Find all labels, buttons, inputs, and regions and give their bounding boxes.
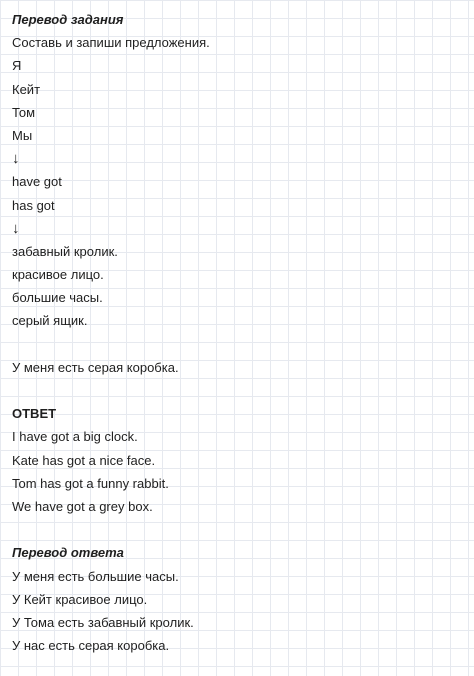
- object-item: серый ящик.: [12, 313, 88, 329]
- subject-item: Мы: [12, 127, 33, 143]
- answer-line: We have got a grey box.: [12, 498, 153, 514]
- answer-translation-line: У нас есть серая коробка.: [12, 638, 170, 654]
- worksheet-page: [12, 8, 462, 657]
- subject-item: Кейт: [12, 81, 41, 97]
- subject-item: Том: [12, 104, 36, 120]
- spacer: [12, 518, 462, 541]
- spacer: [12, 379, 462, 402]
- answer-translation-line: У меня есть большие часы.: [12, 568, 179, 584]
- task-translation-heading: Перевод задания: [12, 12, 124, 27]
- answer-heading: ОТВЕТ: [12, 406, 57, 422]
- task-instruction: Составь и запиши предложения.: [12, 35, 210, 51]
- spacer: [12, 333, 462, 356]
- answer-line: Tom has got a funny rabbit.: [12, 475, 169, 491]
- answer-translation-line: У Кейт красивое лицо.: [12, 591, 148, 607]
- object-item: забавный кролик.: [12, 243, 118, 259]
- answer-line: I have got a big clock.: [12, 429, 138, 445]
- verb-item: have got: [12, 174, 62, 190]
- answer-line: Kate has got a nice face.: [12, 452, 156, 468]
- subject-item: Я: [12, 58, 22, 74]
- answer-translation-heading: Перевод ответа: [12, 545, 124, 561]
- answer-translation-line: У Тома есть забавный кролик.: [12, 614, 194, 630]
- verb-item: has got: [12, 197, 55, 213]
- object-item: красивое лицо.: [12, 267, 104, 283]
- example-sentence: У меня есть серая коробка.: [12, 359, 179, 375]
- object-item: большие часы.: [12, 290, 103, 306]
- down-arrow-icon: ↓: [12, 150, 20, 168]
- down-arrow-icon: ↓: [12, 219, 20, 237]
